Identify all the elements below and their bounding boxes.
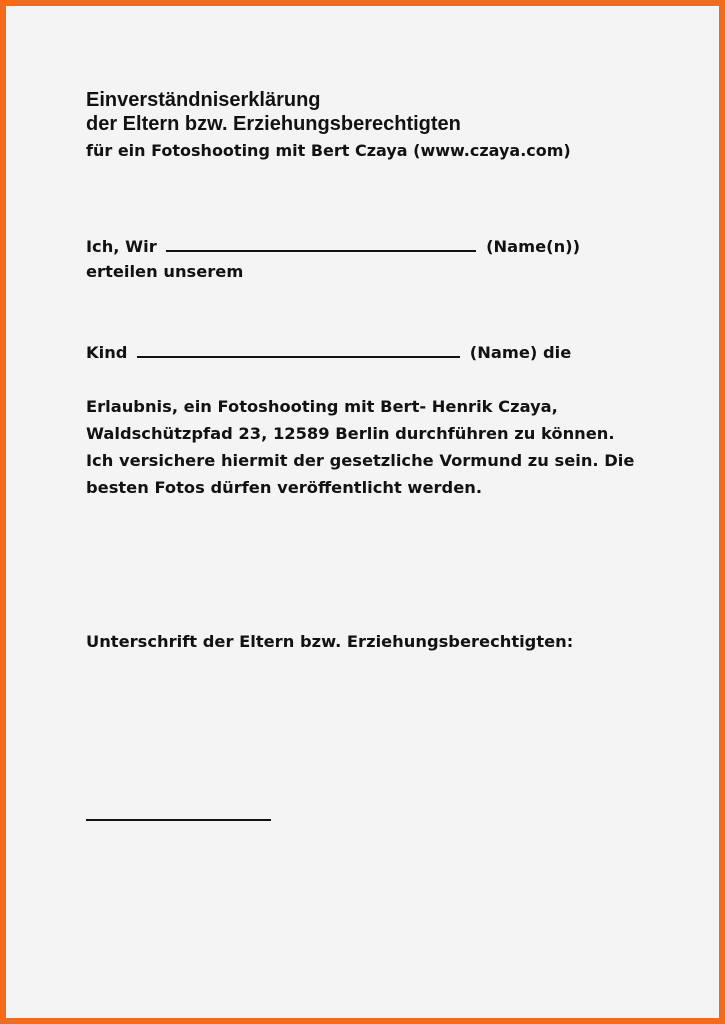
document-title-line-2: der Eltern bzw. Erziehungsberechtigten [86, 113, 461, 135]
permission-paragraph-line-4: besten Fotos dürfen veröffentlicht werden. [86, 478, 483, 497]
permission-paragraph-line-1: Erlaubnis, ein Fotoshooting mit Bert- Henrik Czaya, [86, 397, 558, 416]
signature-label: Unterschrift der Eltern bzw. Erziehungsberechtigten: [86, 632, 574, 651]
child-name-row [86, 341, 571, 364]
permission-paragraph-line-3: Ich versichere hiermit der gesetzliche Vormund zu sein. Die [86, 451, 635, 470]
document-subtitle: für ein Fotoshooting mit Bert Czaya (www.czaya.com) [86, 141, 571, 160]
grant-text: erteilen unserem [86, 262, 244, 281]
parents-name-suffix: (Name(n)) [486, 237, 581, 256]
parents-name-prefix: Ich, Wir [86, 237, 157, 256]
document-title-line-1: Einverständniserklärung [86, 89, 321, 111]
parents-name-row [86, 235, 580, 258]
parents-name-blank[interactable] [166, 235, 476, 252]
child-name-prefix: Kind [86, 343, 128, 362]
consent-form-page [6, 6, 719, 1018]
child-name-suffix: (Name) die [469, 343, 572, 362]
signature-line[interactable] [86, 819, 271, 821]
child-name-blank[interactable] [137, 341, 460, 358]
permission-paragraph-line-2: Waldschützpfad 23, 12589 Berlin durchführen zu können. [86, 424, 615, 443]
